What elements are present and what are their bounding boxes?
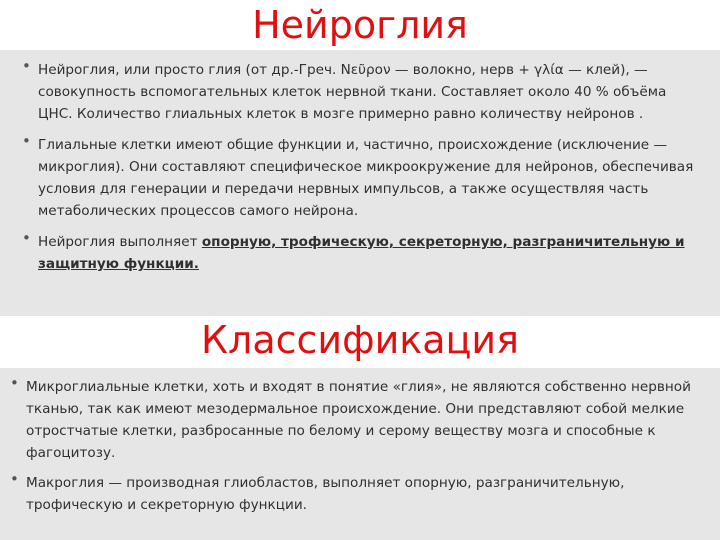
roles-emphasis: опорную, трофическую, секреторную, разграничительную и защитную функции. [38, 234, 685, 272]
bullet-glial-cell-functions: • Глиальные клетки имеют общие функции и, частично, происхождение (исключение — микроглия). Они составляют специфическое микроокружение для нейронов, обеспечивая условия для генерации и передачи нервных импульсов, а также осуществляя часть метаболических процессов самого нейрона. [22, 134, 704, 222]
bullet-neuroglia-roles [22, 231, 704, 275]
bullet-neuroglia-definition: • Нейроглия, или просто глия (от др.-Греч. Νεῦρον — волокно, нерв + γλία — клей), — совокупность вспомогательных клеток нервной ткани. Составляет около 40 % объёма ЦНС. Количество глиальных клеток в мозге примерно равно количеству нейронов . [22, 59, 704, 125]
roles-prefix: Нейроглия выполняет [38, 234, 202, 250]
neuroglia-text-panel [0, 50, 720, 316]
slide-title-neuroglia: Нейроглия [252, 3, 468, 47]
slide-title-classification: Классификация [201, 318, 519, 362]
bullet-microglia: • Микроглиальные клетки, хоть и входят в понятие «глия», не являются собственно нервной тканью, так как имеют мезодермальное происхождение. Они представляют собой мелкие отростчатые клетки, разбросанные по белому и серому веществу мозга и способные к фагоцитозу. [10, 376, 704, 464]
bullet-macroglia: • Макроглия — производная глиобластов, выполняет опорную, разграничительную, трофическую и секреторную функции. [10, 472, 704, 516]
classification-text-panel [0, 368, 720, 540]
